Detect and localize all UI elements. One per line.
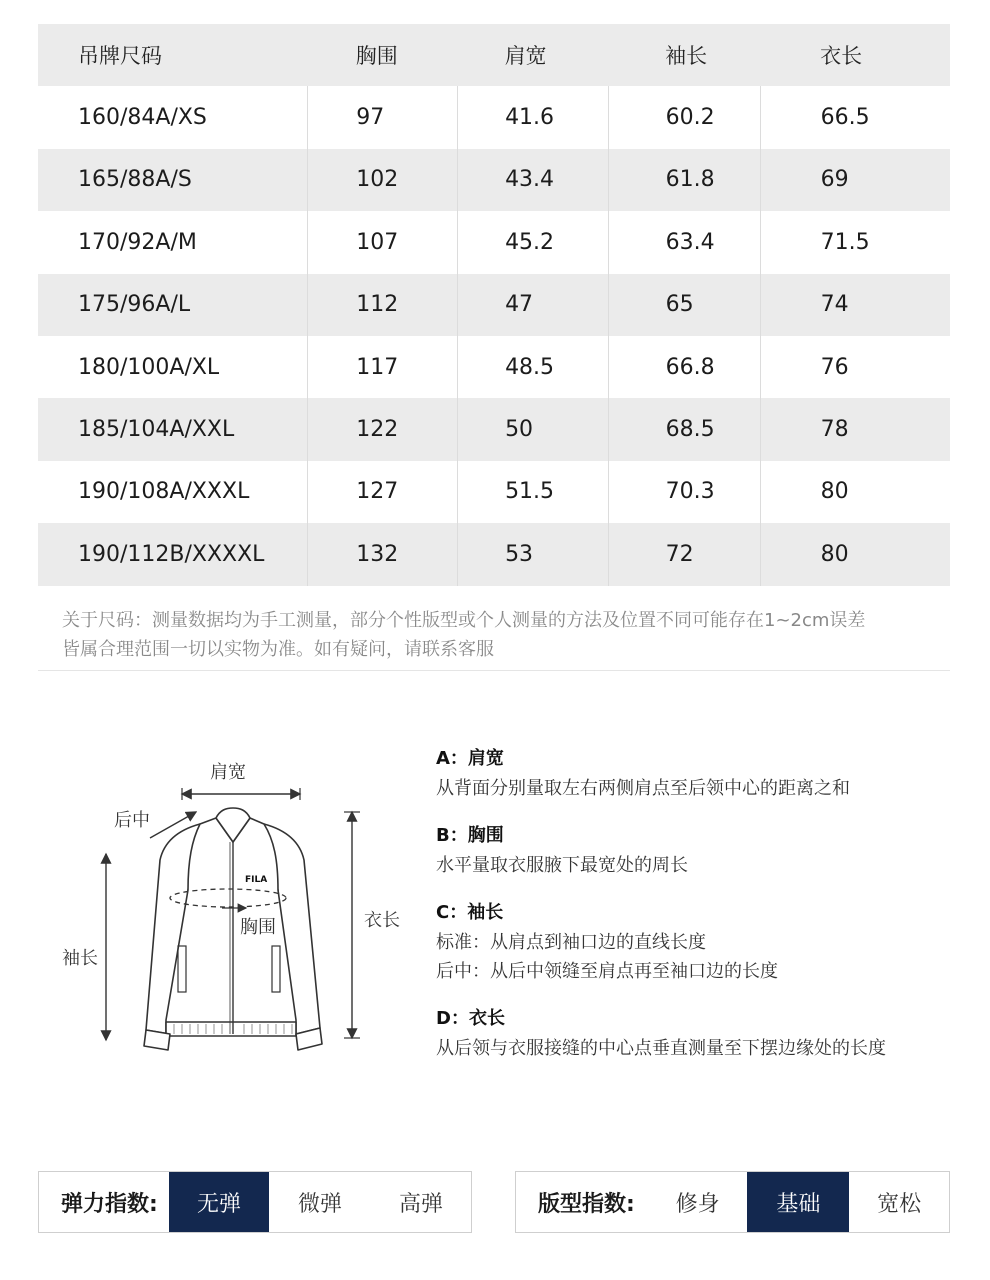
label-chest: 胸围 [240, 917, 276, 938]
label-back-center: 后中 [114, 810, 150, 831]
sleeve-value: 60.2 [608, 86, 760, 148]
fit-option[interactable]: 基础 [747, 1172, 849, 1232]
definition-sleeve [436, 898, 956, 986]
sleeve-value: 66.8 [608, 336, 760, 398]
header-sleeve: 袖长 [608, 24, 760, 86]
brand-logo: FILA [245, 875, 268, 885]
length-value: 69 [760, 149, 950, 211]
chest-value: 107 [308, 211, 458, 273]
section-divider [38, 670, 950, 671]
sleeve-value: 61.8 [608, 149, 760, 211]
length-value: 74 [760, 274, 950, 336]
size-tag: 160/84A/XS [38, 86, 308, 148]
size-table [38, 24, 950, 586]
shoulder-value: 51.5 [458, 461, 609, 523]
size-tag: 175/96A/L [38, 274, 308, 336]
elasticity-option[interactable]: 无弹 [169, 1172, 269, 1232]
definition-text: 标准：从肩点到袖口边的直线长度 [436, 932, 706, 953]
table-header-row [38, 24, 950, 86]
shoulder-value: 41.6 [458, 86, 609, 148]
shoulder-value: 48.5 [458, 336, 609, 398]
definition-text: 水平量取衣服腋下最宽处的周长 [436, 855, 688, 876]
length-value: 80 [820, 479, 849, 505]
elasticity-option[interactable]: 微弹 [297, 1191, 342, 1217]
header-tag-size: 吊牌尺码 [38, 24, 308, 86]
definition-shoulder [436, 744, 956, 803]
chest-value: 127 [308, 461, 458, 523]
length-value: 66.5 [820, 105, 870, 131]
chest-value: 122 [308, 398, 458, 460]
size-tag: 190/108A/XXXL [38, 461, 308, 523]
definition-text: 从后领与衣服接缝的中心点垂直测量至下摆边缘处的长度 [436, 1038, 886, 1059]
table-row [38, 523, 950, 585]
table-row [38, 461, 950, 523]
chest-value: 97 [308, 86, 458, 148]
shoulder-value: 53 [458, 523, 609, 585]
header-shoulder: 肩宽 [458, 24, 609, 86]
length-value: 71.5 [820, 229, 870, 255]
header-length: 衣长 [760, 24, 950, 86]
fit-label: 版型指数: [538, 1191, 635, 1217]
chest-value: 117 [308, 336, 458, 398]
sleeve-value: 63.4 [608, 211, 760, 273]
size-tag: 185/104A/XXL [38, 398, 308, 460]
size-tag: 180/100A/XL [38, 336, 308, 398]
shoulder-value: 45.2 [458, 211, 609, 273]
elasticity-option[interactable]: 高弹 [398, 1191, 443, 1217]
sleeve-value: 70.3 [608, 461, 760, 523]
fit-option[interactable]: 修身 [675, 1191, 720, 1217]
size-note-line2: 皆属合理范围一切以实物为准。如有疑问，请联系客服 [62, 639, 494, 660]
table-row [38, 336, 950, 398]
header-chest: 胸围 [308, 24, 458, 86]
definition-text: 从背面分别量取左右两侧肩点至后领中心的距离之和 [436, 778, 850, 799]
length-value: 76 [820, 354, 849, 380]
table-row [38, 274, 950, 336]
chest-value: 102 [308, 149, 458, 211]
length-value: 78 [760, 398, 950, 460]
table-row [38, 398, 950, 460]
elasticity-index [38, 1171, 472, 1233]
definition-title: C：袖长 [436, 902, 504, 923]
fit-index [515, 1171, 950, 1233]
sleeve-value: 65 [608, 274, 760, 336]
elasticity-label: 弹力指数: [61, 1191, 158, 1217]
label-shoulder: 肩宽 [210, 762, 246, 783]
sleeve-value: 68.5 [608, 398, 760, 460]
table-row [38, 149, 950, 211]
table-row [38, 211, 950, 273]
definition-chest [436, 821, 956, 880]
size-tag: 190/112B/XXXXL [38, 523, 308, 585]
label-length: 衣长 [364, 910, 400, 931]
chest-value: 132 [308, 523, 458, 585]
shoulder-value: 50 [458, 398, 609, 460]
shoulder-value: 43.4 [458, 149, 609, 211]
shoulder-value: 47 [458, 274, 609, 336]
size-tag: 165/88A/S [38, 149, 308, 211]
definition-length [436, 1004, 956, 1063]
size-note-line1: 关于尺码：测量数据均为手工测量，部分个性版型或个人测量的方法及位置不同可能存在1~2cm误差 [62, 610, 866, 631]
size-tag: 170/92A/M [38, 211, 308, 273]
definition-title: A：肩宽 [436, 748, 504, 769]
definition-text: 后中：从后中领缝至肩点再至袖口边的长度 [436, 961, 778, 982]
sleeve-value: 72 [608, 523, 760, 585]
size-note [62, 606, 962, 664]
table-row [38, 86, 950, 148]
definition-title: D：衣长 [436, 1008, 505, 1029]
length-value: 80 [760, 523, 950, 585]
jacket-measurement-diagram [50, 750, 420, 1070]
definition-title: B：胸围 [436, 825, 504, 846]
label-sleeve: 袖长 [62, 948, 98, 969]
chest-value: 112 [308, 274, 458, 336]
fit-option[interactable]: 宽松 [877, 1191, 922, 1217]
measurement-definitions [436, 744, 956, 1081]
